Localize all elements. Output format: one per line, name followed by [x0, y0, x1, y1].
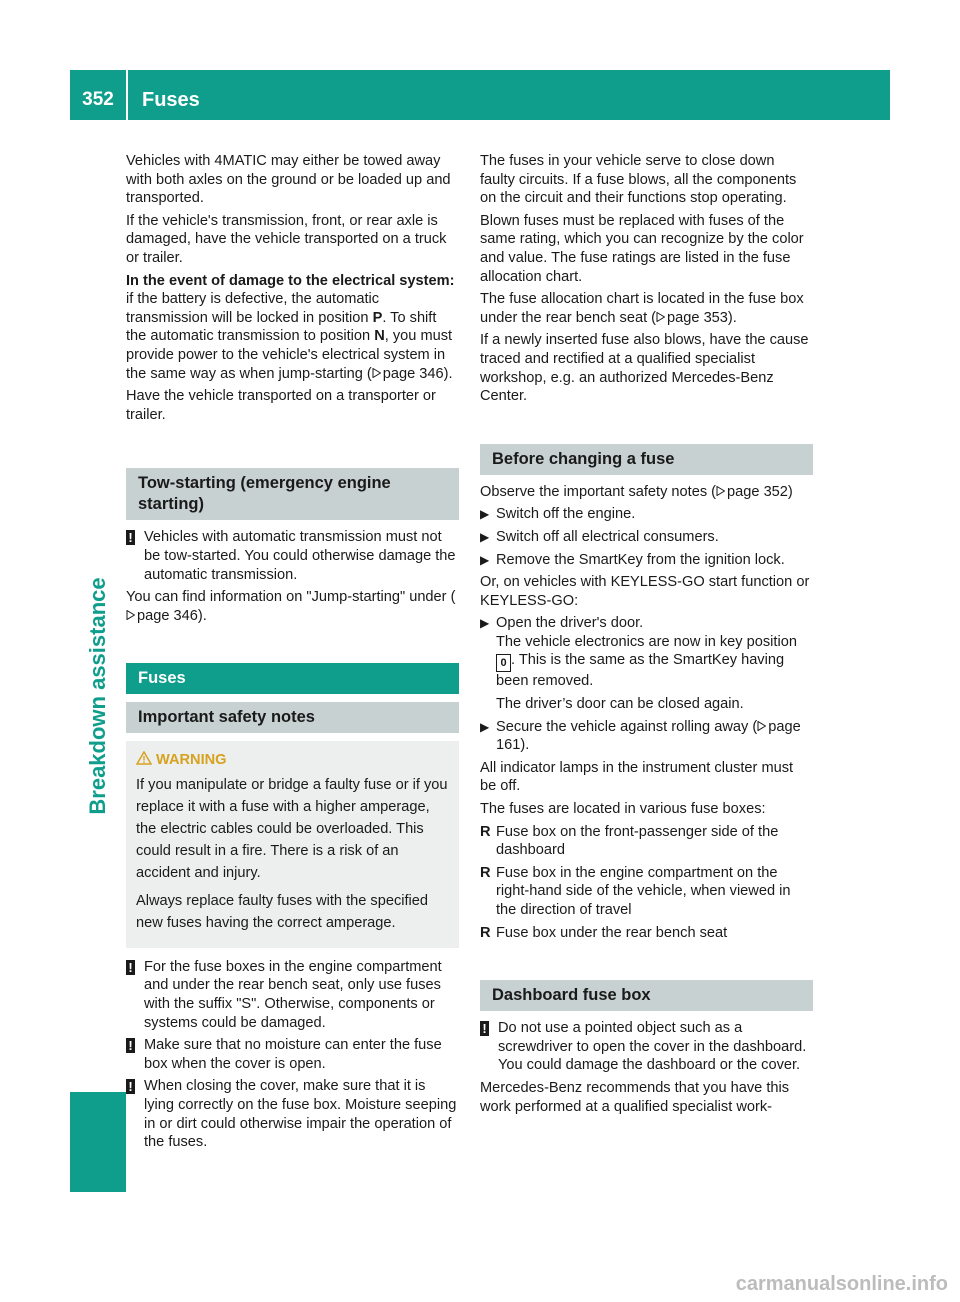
step-item [480, 551, 813, 570]
list-item [480, 864, 813, 920]
bold-lead: In the event of damage to the electrical system: [126, 272, 455, 289]
warning-text: Always replace faulty fuses with the specified new fuses having the correct amperage. [136, 892, 429, 931]
paragraph: Vehicles with 4MATIC may either be towed away with both axles on the ground or be loaded up and transported. [126, 153, 451, 207]
step-item [480, 505, 813, 524]
text-run: . To shift the automatic transmission to position [126, 309, 437, 345]
arrow-right-icon: ▶ [480, 616, 490, 631]
warning-triangle-icon [136, 751, 152, 765]
list-text: Fuse box under the rear bench seat [496, 924, 728, 941]
footer-watermark: carmanualsonline.info [735, 1273, 948, 1295]
triangle-right-icon [656, 312, 665, 322]
attention-note [126, 528, 459, 584]
section-heading-before-changing: Before changing a fuse [480, 444, 813, 475]
exclamation-icon: ! [126, 960, 135, 975]
arrow-right-icon: ▶ [480, 719, 490, 734]
text-run: , you must provide power to the vehicle's electrical system in the same way as when jump-starting ( [126, 328, 453, 382]
header-divider [126, 70, 128, 120]
paragraph: All indicator lamps in the instrument cluster must be off. [480, 759, 794, 795]
attention-note [480, 1019, 813, 1075]
triangle-right-icon [372, 368, 381, 378]
paragraph: If the vehicle's transmission, front, or rear axle is damaged, have the vehicle transported on a truck or trailer. [126, 212, 447, 266]
step-text: Secure the vehicle against rolling away ( [496, 718, 758, 735]
attention-note [126, 1077, 459, 1151]
gear-position-p: P [372, 309, 383, 326]
warning-title [136, 751, 449, 770]
arrow-right-icon: ▶ [480, 552, 490, 567]
step-item [480, 614, 813, 691]
step-result: . This is the same as the SmartKey having been removed. [496, 652, 785, 690]
note-text: Do not use a pointed object such as a screwdriver to open the cover in the dashboard. You could damage the dashboard or the cover. [498, 1020, 807, 1074]
key-position-0-icon: 0 [496, 654, 511, 672]
text-run: if the battery is defective, the automatic transmission will be locked in position [126, 291, 380, 326]
text-run: Observe the important safety notes ( [480, 483, 717, 500]
paragraph [126, 588, 459, 625]
paragraph [480, 290, 813, 327]
step-text: Switch off all electrical consumers. [496, 528, 719, 545]
gear-position-n: N [374, 328, 385, 345]
page-ref-link[interactable]: page 161). [496, 718, 801, 754]
note-text: For the fuse boxes in the engine compartment and under the rear bench seat, only use fuses with the suffix "S". Otherwise, components or systems could be damaged. [144, 958, 442, 1031]
paragraph [126, 272, 459, 384]
list-text: Fuse box on the front-passenger side of the dashboard [496, 823, 779, 859]
arrow-right-icon: ▶ [480, 529, 490, 544]
step-text: Switch off the engine. [496, 506, 636, 523]
page-ref-link[interactable]: page 352) [727, 483, 793, 500]
side-tab-label: Breakdown assistance [85, 577, 110, 815]
page-number: 352 [82, 89, 114, 110]
arrow-right-icon: ▶ [480, 507, 490, 522]
step-item [480, 718, 813, 755]
warning-text: If you manipulate or bridge a faulty fuse or if you replace it with a fuse with a higher amperage, the electric cables could be overloaded. This could result in a fire. There is a risk of an accident and injury. [136, 776, 448, 881]
list-item [480, 924, 813, 943]
paragraph: If a newly inserted fuse also blows, have the cause traced and rectified at a qualified specialist workshop, e.g. an authorized Mercedes-Benz Center. [480, 332, 809, 405]
exclamation-icon: ! [480, 1021, 489, 1036]
triangle-right-icon [126, 610, 135, 620]
section-heading-fuses: Fuses [126, 663, 459, 694]
section-heading-dashboard-fuse-box: Dashboard fuse box [480, 980, 813, 1011]
step-item [480, 528, 813, 547]
attention-note [126, 1036, 459, 1073]
step-result-item [480, 695, 813, 714]
note-text: Make sure that no moisture can enter the fuse box when the cover is open. [144, 1037, 442, 1072]
bullet-r-icon: R [480, 924, 491, 941]
attention-note [126, 958, 459, 1032]
triangle-right-icon [716, 486, 725, 496]
section-heading-tow-starting: Tow-starting (emergency engine starting) [126, 468, 459, 520]
step-result: The vehicle electronics are now in key position [496, 633, 797, 650]
bullet-r-icon: R [480, 823, 491, 840]
warning-box [126, 741, 459, 948]
chapter-title: Fuses [142, 89, 200, 111]
list-text: Fuse box in the engine compartment on the right-hand side of the vehicle, when viewed in the direction of travel [496, 864, 791, 918]
note-text: Vehicles with automatic transmission must not be tow-started. You could otherwise damage the automatic transmission. [144, 529, 456, 583]
exclamation-icon: ! [126, 1038, 135, 1053]
page-ref-link[interactable]: page 346). [137, 607, 207, 624]
section-heading-safety-notes: Important safety notes [126, 702, 459, 733]
text-run: You can find information on "Jump-starting" under ( [126, 589, 456, 606]
right-column [480, 152, 813, 1120]
paragraph [480, 483, 813, 502]
step-text: Open the driver's door. [496, 615, 644, 632]
triangle-right-icon [757, 721, 766, 731]
paragraph: The fuses in your vehicle serve to close down faulty circuits. If a fuse blows, all the components on the circuit and their functions stop operating. [480, 153, 797, 207]
left-column [126, 152, 459, 1156]
exclamation-icon: ! [126, 1079, 135, 1094]
page-ref-link[interactable]: page 353). [667, 309, 737, 326]
paragraph: Blown fuses must be replaced with fuses of the same rating, which you can recognize by the color and value. The fuse ratings are listed in the fuse allocation chart. [480, 212, 804, 285]
warning-label: WARNING [156, 752, 227, 769]
paragraph: Mercedes-Benz recommends that you have this work performed at a qualified specialist work- [480, 1079, 790, 1115]
bullet-r-icon: R [480, 864, 491, 881]
list-item [480, 823, 813, 860]
side-tab-marker [70, 1092, 126, 1192]
step-text: Remove the SmartKey from the ignition lock. [496, 551, 785, 568]
paragraph: Or, on vehicles with KEYLESS-GO start function or KEYLESS-GO: [480, 574, 810, 609]
text-run: The fuse allocation chart is located in the fuse box under the rear bench seat ( [480, 291, 804, 326]
exclamation-icon: ! [126, 530, 135, 545]
page-ref-link[interactable]: page 346). [382, 365, 453, 382]
note-text: When closing the cover, make sure that it is lying correctly on the fuse box. Moisture seeping in or dirt could otherwise impair the operation of the fuses. [144, 1078, 457, 1151]
step-result: The driver’s door can be closed again. [496, 696, 744, 713]
paragraph: The fuses are located in various fuse boxes: [480, 801, 766, 818]
paragraph: Have the vehicle transported on a transporter or trailer. [126, 388, 436, 423]
